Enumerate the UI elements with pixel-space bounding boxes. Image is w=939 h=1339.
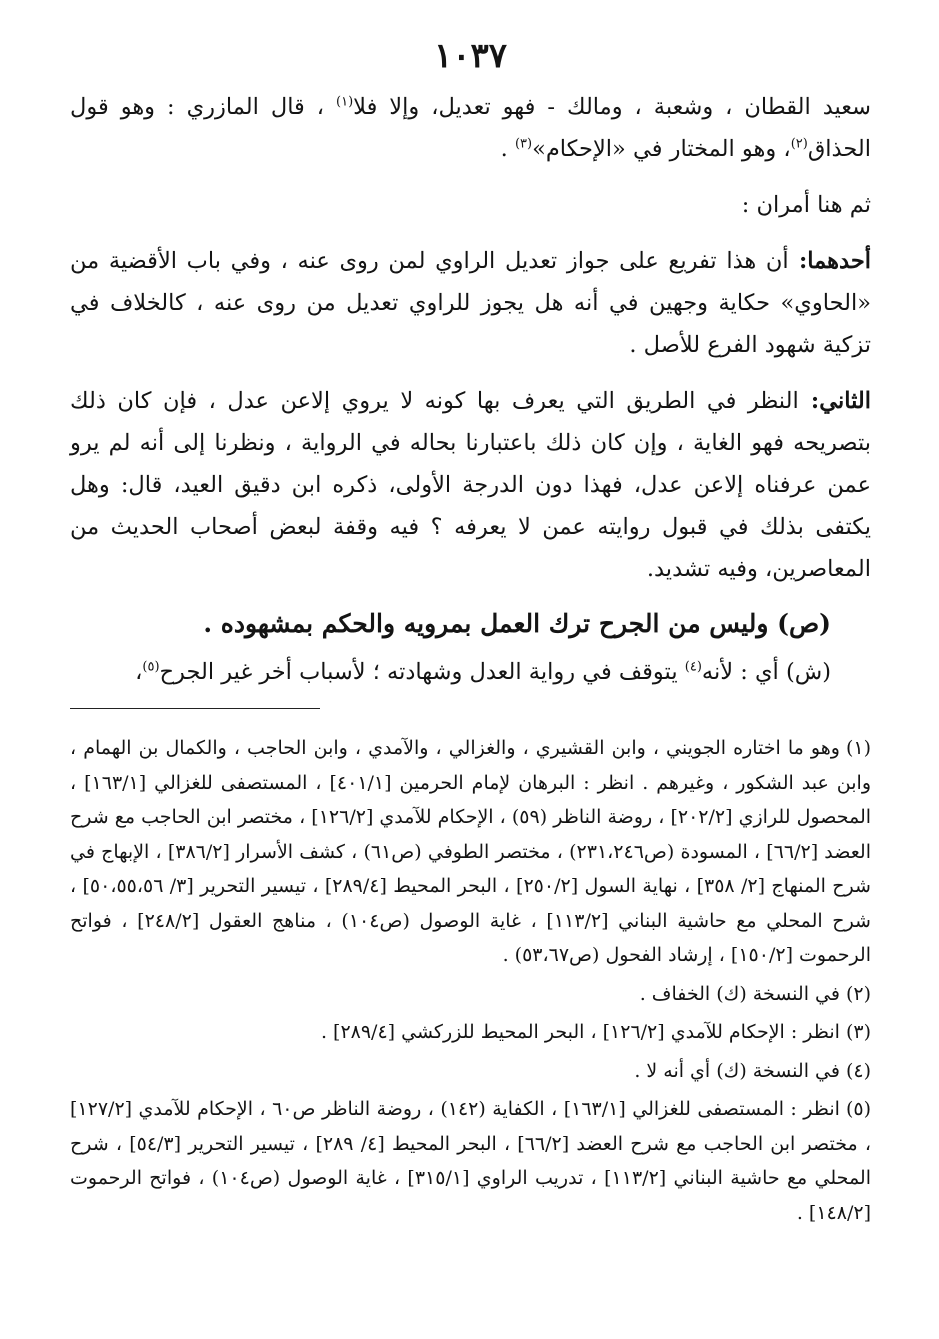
footnote-ref-3[interactable]: (٣) xyxy=(514,136,533,152)
footnote-ref-1[interactable]: (١) xyxy=(336,94,354,110)
footnote-text: في النسخة (ك) الخفاف . xyxy=(639,982,840,1005)
paragraph-4-lead: الثاني: xyxy=(798,388,871,414)
footnote-number: (١) xyxy=(845,737,871,759)
footnote-ref-2[interactable]: (٢) xyxy=(790,136,808,152)
page-number: ١٠٣٧ xyxy=(433,36,508,76)
paragraph-4-text: النظر في الطريق التي يعرف بها كونه لا يروي إلاعن عدل ، فإن كان ذلك بتصريحه فهو الغاية ، وإن كان ذلك باعتبارنا بحاله في الرواية ، ونظرنا إلى أنه لم يرو عمن عرفناه إلاعن عدل، فهذا دون الدرجة الأولى، ذكره ابن دقيق العيد، قال: وهل يكتفى بذلك في قبول روايته عمن لا يعرفه ؟ فيه وقفة لبعض أصحاب الحديث من المعاصرين، وفيه تشديد. xyxy=(70,388,871,582)
footnote-5 xyxy=(70,1092,871,1230)
spacer xyxy=(70,170,871,184)
footnote-1 xyxy=(70,731,871,973)
footnote-text: وهو ما اختاره الجويني ، وابن القشيري ، والغزالي ، والآمدي ، وابن الحاجب ، والكمال بن الهمام ، وابن عبد الشكور ، وغيرهم . انظر : البرهان لإمام الحرمين [٤٠١/١] ، المستصفى للغزالي [١٦٣/١] ، المحصول للرازي [٢٠٢/٢] ، روضة الناظر (٥٩) ، الإحكام للآمدي [١٢٦/٢] ، مختصر ابن الحاجب مع شرح العضد [٦٦/٢] ، المسودة (ص٢٣١،٢٤٦) ، مختصر الطوفي (ص٦١) ، كشف الأسرار [٣٨٦/٢] ، الإبهاج في شرح المنهاج [٢/ ٣٥٨] ، نهاية السول [٢٥٠/٢] ، البحر المحيط [٢٨٩/٤] ، تيسير التحرير [٣/ ٥٠،٥٥،٥٦] ، شرح المحلي مع حاشية البناني [١١٣/٢] ، غاية الوصول (ص١٠٤) ، مناهج العقول [٢٤٨/٢] ، فواتح الرحموت [١٥٠/٢] ، إرشاد الفحول (ص٥٣،٦٧) . xyxy=(70,737,872,966)
footnote-2 xyxy=(70,977,871,1012)
footnote-number: (٥) xyxy=(845,1098,871,1120)
footnote-text: انظر : الإحكام للآمدي [١٢٦/٢] ، البحر المحيط للزركشي [٢٨٩/٤] . xyxy=(320,1021,840,1043)
paragraph-1-text-c: ، وهو المختار في «الإحكام» xyxy=(532,136,791,162)
footnote-number: (٢) xyxy=(845,982,871,1005)
paragraph-3-text: أن هذا تفريع على جواز تعديل الراوي لمن روى عنه ، وفي باب الأقضية من «الحاوي» حكاية وجهين في أنه هل يجوز للراوي تعديل من روى عنه ، كالخلاف في تزكية شهود الفرع للأصل . xyxy=(70,248,871,358)
paragraph-4 xyxy=(70,380,871,590)
sharh-text-a: (ش) أي : لأنه xyxy=(701,659,831,685)
footnote-4 xyxy=(70,1054,871,1089)
paragraph-3 xyxy=(70,240,871,366)
footnote-3 xyxy=(70,1015,871,1050)
footnote-text: في النسخة (ك) أي أنه لا . xyxy=(634,1059,840,1082)
matn-heading: (ص) وليس من الجرح ترك العمل بمرويه والحكم بمشهوده . xyxy=(203,609,831,638)
paragraph-1-text-b: ، قال المازري : وهو قول الحذاق xyxy=(70,94,871,162)
paragraph-1-text-a: سعيد القطان ، وشعبة ، ومالك - فهو تعديل، وإلا فلا xyxy=(353,94,871,120)
footnote-ref-5[interactable]: (٥) xyxy=(142,659,160,675)
footnote-text: انظر : المستصفى للغزالي [١٦٣/١] ، الكفاية (١٤٢) ، روضة الناظر ص٦٠ ، الإحكام للآمدي [١٢٧/٢] ، مختصر ابن الحاجب مع شرح العضد [٦٦/٢] ، البحر المحيط [٤/ ٢٨٩] ، تيسير التحرير [٥٤/٣] ، شرح المحلي مع حاشية البناني [١١٣/٢] ، تدريب الراوي [٣١٥/١] ، غاية الوصول (ص١٠٤) ، فواتح الرحموت [١٤٨/٢] . xyxy=(70,1098,871,1224)
footnote-number: (٣) xyxy=(845,1021,871,1043)
footnote-number: (٤) xyxy=(845,1059,871,1082)
footnote-ref-4[interactable]: (٤) xyxy=(684,659,702,675)
sharh-line xyxy=(70,650,871,694)
paragraph-1 xyxy=(70,86,871,170)
spacer xyxy=(70,366,871,380)
paragraph-3-lead: أحدهما: xyxy=(788,248,871,274)
footnote-divider xyxy=(70,708,320,709)
sharh-text-b: يتوقف في رواية العدل وشهادته ؛ لأسباب أخر غير الجرح xyxy=(159,659,685,685)
footnotes xyxy=(70,731,871,1230)
spacer xyxy=(70,226,871,240)
paragraph-2: ثم هنا أمران : xyxy=(741,192,871,218)
paragraph-1-text-d: . xyxy=(500,136,515,162)
sharh-text-c: ، xyxy=(135,659,143,685)
